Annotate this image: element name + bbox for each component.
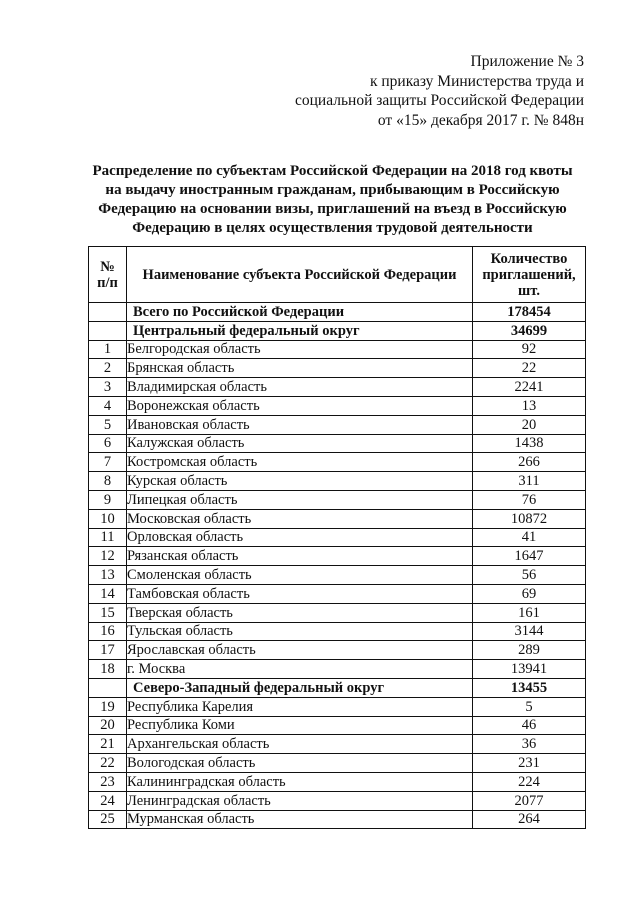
subject-name-cell: Вологодская область [127,754,473,773]
row-number-cell [89,303,127,322]
quantity-cell: 161 [473,603,586,622]
quantity-cell: 22 [473,359,586,378]
subject-name-cell: Тульская область [127,622,473,641]
district-row [89,678,586,697]
subject-name-cell: Владимирская область [127,378,473,397]
row-number-cell: 2 [89,359,127,378]
subject-name-cell: Липецкая область [127,490,473,509]
quantity-cell: 231 [473,754,586,773]
district-row [89,321,586,340]
table-row [89,547,586,566]
subject-name-cell: Калининградская область [127,772,473,791]
appendix-line: Приложение № 3 [470,53,584,70]
row-number-cell: 21 [89,735,127,754]
subject-name-cell: Воронежская область [127,396,473,415]
row-number-cell: 22 [89,754,127,773]
row-number-cell: 5 [89,415,127,434]
quantity-cell: 69 [473,584,586,603]
table-row [89,603,586,622]
document-title [60,162,605,238]
appendix-line: к приказу Министерства труда и [369,72,584,90]
subject-name-cell: Архангельская область [127,735,473,754]
quantity-cell: 264 [473,810,586,829]
table-row [89,396,586,415]
title-line: Федерацию на основании визы, приглашений на въезд в Российскую [98,201,567,217]
subject-name-cell: Белгородская область [127,340,473,359]
row-number-cell: 16 [89,622,127,641]
row-number-cell: 1 [89,340,127,359]
row-number-cell: 7 [89,453,127,472]
row-number-cell: 19 [89,697,127,716]
header-text: приглашений, [482,266,576,283]
row-number-cell: 6 [89,434,127,453]
appendix-header [295,52,584,130]
quantity-cell: 289 [473,641,586,660]
quantity-cell: 178454 [473,303,586,322]
row-number-cell: 10 [89,509,127,528]
table-row [89,791,586,810]
table-row [89,378,586,397]
table-row [89,584,586,603]
quantity-cell: 2241 [473,378,586,397]
row-number-cell: 24 [89,791,127,810]
row-number-cell: 14 [89,584,127,603]
subject-name-cell: Смоленская область [127,566,473,585]
subject-name-cell: Курская область [127,472,473,491]
table-row [89,716,586,735]
table-row [89,566,586,585]
quota-table [88,246,586,829]
row-number-cell: 12 [89,547,127,566]
quantity-cell: 2077 [473,791,586,810]
table-row [89,490,586,509]
subject-name-cell: Ярославская область [127,641,473,660]
quantity-cell: 20 [473,415,586,434]
quantity-cell: 13 [473,396,586,415]
quantity-cell: 36 [473,735,586,754]
row-number-cell: 3 [89,378,127,397]
row-number-cell: 8 [89,472,127,491]
subject-name-cell: г. Москва [127,660,473,679]
table-row [89,509,586,528]
row-number-cell: 9 [89,490,127,509]
table-row [89,641,586,660]
subject-name-cell: Ленинградская область [127,791,473,810]
column-header-number [89,247,127,303]
quantity-cell: 224 [473,772,586,791]
quantity-cell: 92 [473,340,586,359]
row-number-cell: 23 [89,772,127,791]
header-text: Количество [490,250,568,267]
table-row [89,772,586,791]
title-line: Федерацию в целях осуществления трудовой деятельности [132,220,533,236]
table-header-row [89,247,586,303]
subject-name-cell: Всего по Российской Федерации [127,303,473,322]
table-row [89,528,586,547]
subject-name-cell: Тверская область [127,603,473,622]
quantity-cell: 3144 [473,622,586,641]
column-header-name [127,247,473,303]
title-line: Распределение по субъектам Российской Федерации на 2018 год квоты [92,163,573,179]
subject-name-cell: Мурманская область [127,810,473,829]
table-row [89,810,586,829]
title-line: на выдачу иностранным гражданам, прибывающим в Российскую [105,182,560,198]
table-row [89,359,586,378]
row-number-cell: 20 [89,716,127,735]
quantity-cell: 13941 [473,660,586,679]
table-row [89,754,586,773]
row-number-cell: 25 [89,810,127,829]
subject-name-cell: Рязанская область [127,547,473,566]
quantity-cell: 13455 [473,678,586,697]
quantity-cell: 34699 [473,321,586,340]
subject-name-cell: Республика Коми [127,716,473,735]
column-header-quantity [473,247,586,303]
row-number-cell: 11 [89,528,127,547]
subject-name-cell: Московская область [127,509,473,528]
table-row [89,434,586,453]
table-row [89,660,586,679]
table-body [89,303,586,829]
row-number-cell: 18 [89,660,127,679]
row-number-cell: 4 [89,396,127,415]
row-number-cell: 17 [89,641,127,660]
header-text: № [100,258,115,275]
quantity-cell: 41 [473,528,586,547]
quantity-cell: 5 [473,697,586,716]
table-row [89,472,586,491]
header-text: шт. [518,282,540,299]
row-number-cell [89,678,127,697]
row-number-cell [89,321,127,340]
subject-name-cell: Республика Карелия [127,697,473,716]
appendix-line: от «15» декабря 2017 г. № 848н [377,111,584,129]
subject-name-cell: Брянская область [127,359,473,378]
row-number-cell: 15 [89,603,127,622]
table-row [89,622,586,641]
table-row [89,415,586,434]
subject-name-cell: Тамбовская область [127,584,473,603]
quantity-cell: 311 [473,472,586,491]
quantity-cell: 46 [473,716,586,735]
table-row [89,735,586,754]
subject-name-cell: Ивановская область [127,415,473,434]
subject-name-cell: Центральный федеральный округ [127,321,473,340]
table-row [89,453,586,472]
header-text: п/п [97,274,118,291]
subject-name-cell: Костромская область [127,453,473,472]
quantity-cell: 10872 [473,509,586,528]
header-text: Наименование субъекта Российской Федерации [142,266,457,283]
quantity-cell: 56 [473,566,586,585]
table-row [89,697,586,716]
subject-name-cell: Северо-Западный федеральный округ [127,678,473,697]
total-row [89,303,586,322]
table-row [89,340,586,359]
appendix-line: социальной защиты Российской Федерации [294,92,584,109]
row-number-cell: 13 [89,566,127,585]
quantity-cell: 266 [473,453,586,472]
quantity-cell: 76 [473,490,586,509]
subject-name-cell: Орловская область [127,528,473,547]
quantity-cell: 1438 [473,434,586,453]
quantity-cell: 1647 [473,547,586,566]
subject-name-cell: Калужская область [127,434,473,453]
